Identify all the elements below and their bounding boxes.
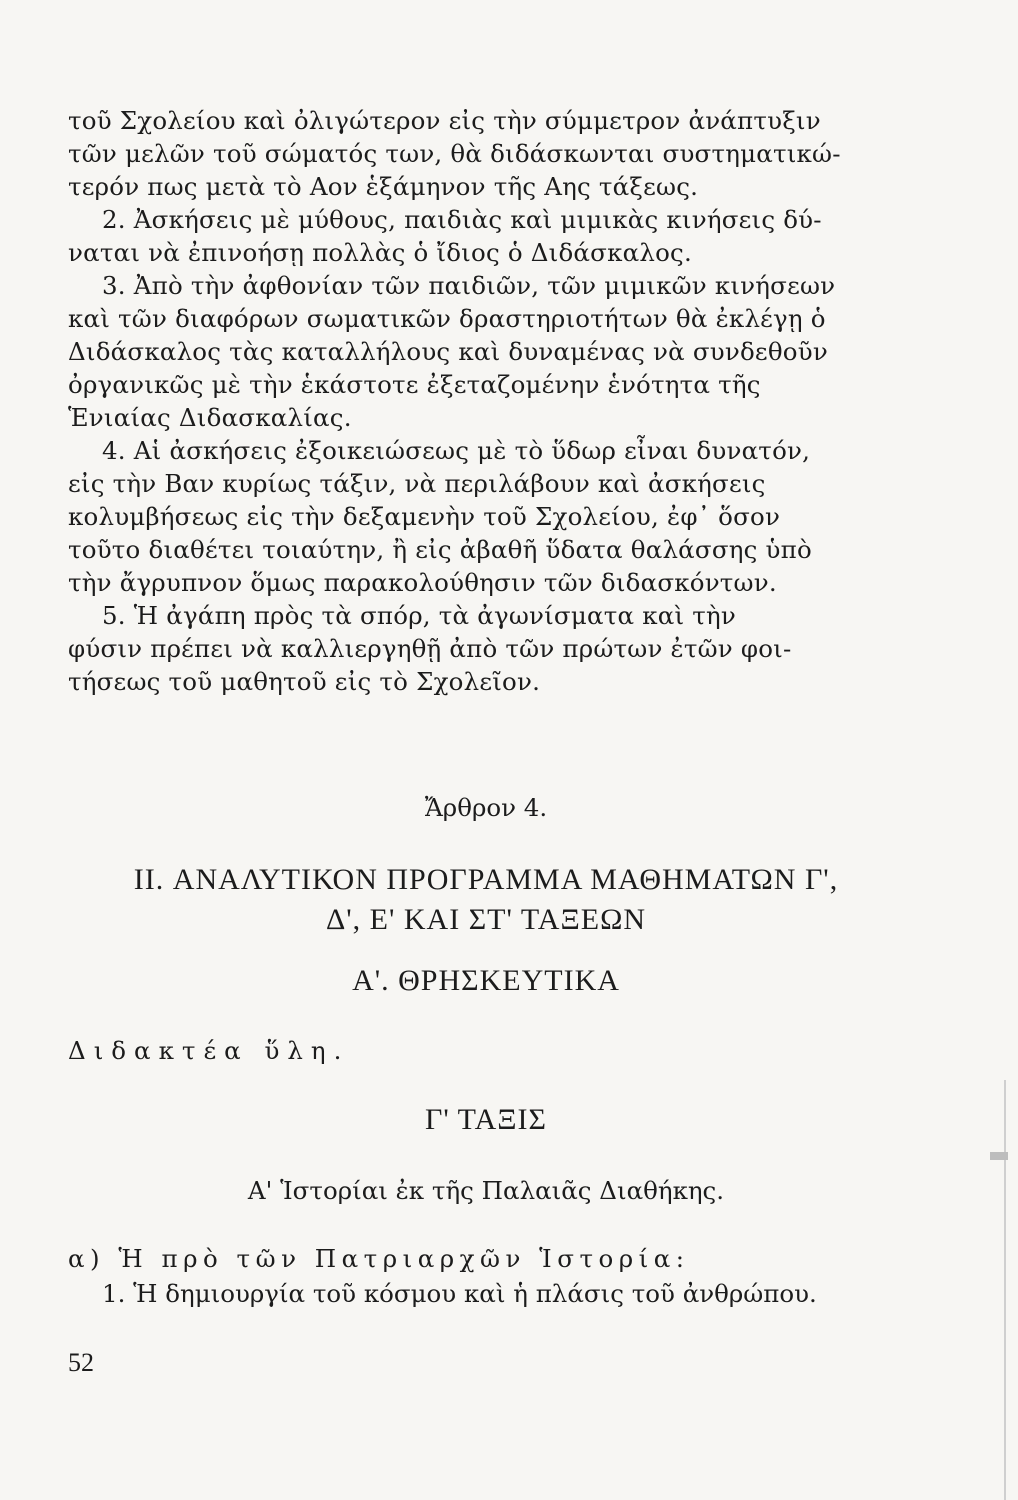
article-heading: Ἄρθρον 4. (424, 793, 548, 822)
body-line: τοῦ Σχολείου καὶ ὀλιγώτερον εἰς τὴν σύμμετρον ἀνάπτυξιν (68, 106, 821, 135)
paragraph-5-line: 5. Ἡ ἀγάπη πρὸς τὰ σπόρ, τὰ ἀγωνίσματα καὶ τὴν (102, 601, 736, 630)
paragraph-4-line: τοῦτο διαθέτει τοιαύτην, ἢ εἰς ἀβαθῆ ὕδατα θαλάσσης ὑπὸ (68, 535, 812, 564)
paragraph-4-line: κολυμβήσεως εἰς τὴν δεξαμενὴν τοῦ Σχολείου, ἐφ᾽ ὅσον (68, 502, 781, 531)
paragraph-3-line: ὀργανικῶς μὲ τὴν ἑκάστοτε ἐξεταζομένην ἑνότητα τῆς (68, 370, 761, 399)
list-item-a: α) Ἡ πρὸ τῶν Πατριαρχῶν Ἱστορία: (68, 1244, 690, 1273)
paragraph-3-line: Διδάσκαλος τὰς καταλλήλους καὶ δυναμένας νὰ συνδεθοῦν (68, 337, 828, 366)
binding-edge (1004, 1080, 1006, 1500)
page-number: 52 (68, 1348, 94, 1377)
paragraph-2-line: ναται νὰ ἐπινοήσῃ πολλὰς ὁ ἴδιος ὁ Διδάσκαλος. (68, 238, 692, 267)
teaching-material-label: Διδακτέα ὕλη. (68, 1036, 350, 1065)
paragraph-3-line: καὶ τῶν διαφόρων σωματικῶν δραστηριοτήτων θὰ ἐκλέγῃ ὁ (68, 304, 826, 333)
section-heading (68, 860, 904, 940)
body-line: τερόν πως μετὰ τὸ Αον ἑξάμηνον τῆς Αης τάξεως. (68, 172, 699, 201)
paragraph-5-line: τήσεως τοῦ μαθητοῦ εἰς τὸ Σχολεῖον. (68, 667, 541, 696)
paragraph-4-line: 4. Αἱ ἀσκήσεις ἐξοικειώσεως μὲ τὸ ὕδωρ εἶναι δυνατόν, (102, 436, 811, 465)
body-text (68, 104, 904, 698)
paragraph-3-line: 3. Ἀπὸ τὴν ἀφθονίαν τῶν παιδιῶν, τῶν μιμικῶν κινήσεων (102, 271, 836, 300)
section-heading-line: II. ΑΝΑΛΥΤΙΚΟΝ ΠΡΟΓΡΑΜΜΑ ΜΑΘΗΜΑΤΩΝ Γ', (133, 863, 839, 896)
paragraph-4-line: τὴν ἄγρυπνον ὅμως παρακολούθησιν τῶν διδασκόντων. (68, 568, 777, 597)
body-line: τῶν μελῶν τοῦ σώματός των, θὰ διδάσκωνται συστηματικώ- (68, 139, 841, 168)
subsection-title: Α' Ἱστορίαι ἐκ τῆς Παλαιᾶς Διαθήκης. (247, 1176, 725, 1205)
paragraph-5-line: φύσιν πρέπει νὰ καλλιεργηθῇ ἀπὸ τῶν πρώτων ἐτῶν φοι- (68, 634, 792, 663)
paragraph-3-line: Ἑνιαίας Διδασκαλίας. (68, 403, 352, 432)
margin-mark (990, 1152, 1008, 1160)
list-item-1: 1. Ἡ δημιουργία τοῦ κόσμου καὶ ἡ πλάσις τοῦ ἀνθρώπου. (102, 1279, 817, 1308)
subject-heading: Α'. ΘΡΗΣΚΕΥΤΙΚΑ (352, 964, 620, 997)
paragraph-4-line: εἰς τὴν Βαν κυρίως τάξιν, νὰ περιλάβουν καὶ ἀσκήσεις (68, 469, 766, 498)
section-heading-line: Δ', Ε' ΚΑΙ ΣΤ' ΤΑΞΕΩΝ (325, 903, 647, 936)
paragraph-2-line: 2. Ἀσκήσεις μὲ μύθους, παιδιὰς καὶ μιμικὰς κινήσεις δύ- (102, 205, 822, 234)
class-heading: Γ' ΤΑΞΙΣ (424, 1103, 548, 1136)
